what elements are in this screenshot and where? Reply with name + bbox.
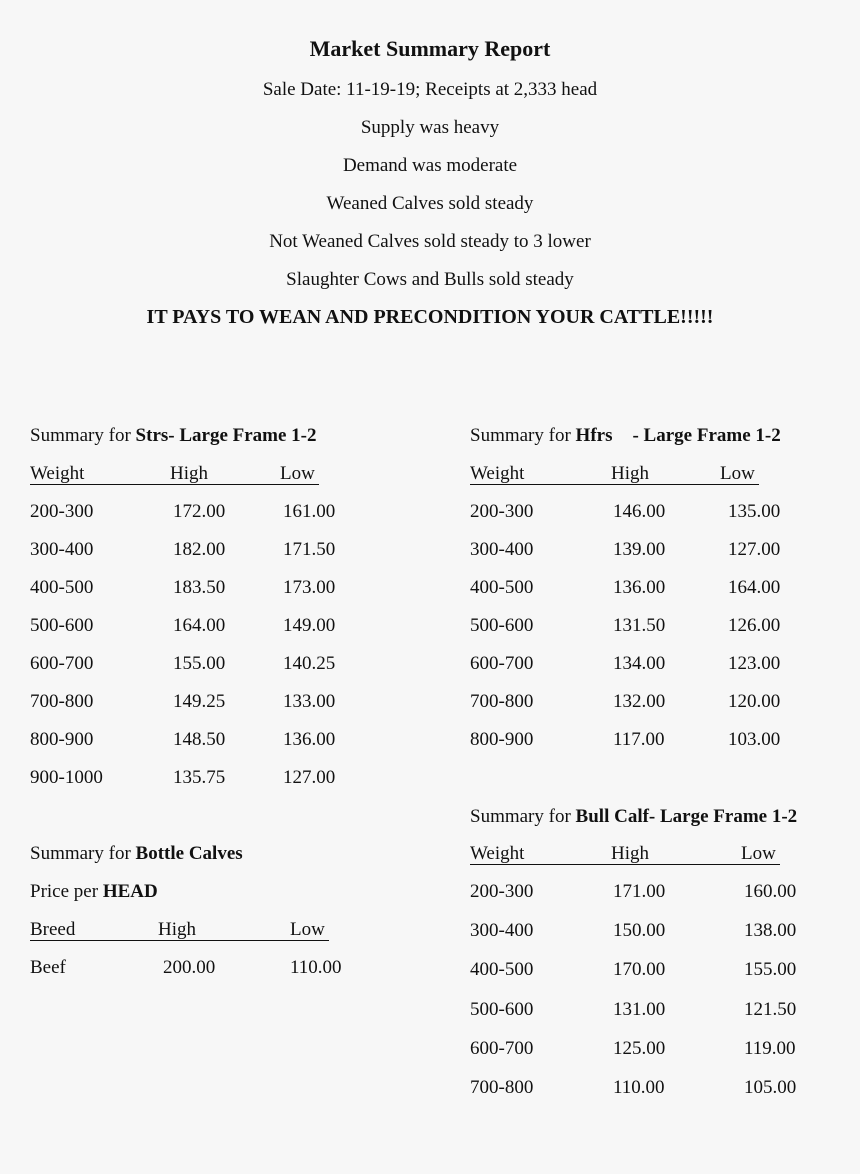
- bull-calves-row-low-cell: 138.00: [744, 920, 797, 942]
- steers-row-low-cell: 133.00: [283, 691, 336, 712]
- steers-row-high-cell: 164.00: [173, 615, 226, 636]
- heifers-row-low-cell: 127.00: [728, 539, 781, 560]
- bottle-calves-class-name: Bottle Calves: [135, 843, 243, 864]
- heifers-row-weight-cell: 800-900: [470, 729, 534, 750]
- steers-row-weight-cell: 400-500: [30, 577, 94, 598]
- price-prefix: Price per: [30, 881, 103, 902]
- headline: IT PAYS TO WEAN AND PRECONDITION YOUR CATTLE!!!!!: [146, 306, 714, 328]
- steers-row-high-cell: 182.00: [173, 539, 226, 560]
- summary-prefix: Summary for: [30, 425, 136, 446]
- bottle-calves-header-low: Low: [290, 919, 325, 940]
- bull-calves-row-high-cell: 110.00: [613, 1077, 665, 1098]
- steers-row-low-cell: 149.00: [283, 615, 336, 636]
- report-title: Market Summary Report: [309, 36, 551, 61]
- heifers-row-low-cell: 164.00: [728, 577, 781, 598]
- heifers-row-low-cell: 123.00: [728, 653, 781, 674]
- steers-row-low-cell: 161.00: [283, 501, 336, 522]
- steers-row-weight-cell: 900-1000: [30, 767, 103, 788]
- sale-date-line: Sale Date: 11-19-19; Receipts at 2,333 head: [262, 79, 598, 100]
- bull-calves-row-low-cell: 119.00: [744, 1037, 796, 1059]
- steers-row-high-cell: 148.50: [173, 729, 226, 750]
- bull-calves-row-weight-cell: 600-700: [470, 1037, 534, 1059]
- heifers-row-low-cell: 135.00: [728, 501, 781, 522]
- heifers-row-weight-cell: 600-700: [470, 653, 534, 674]
- steers-row-weight-cell: 500-600: [30, 615, 94, 636]
- bull-calves-row-weight-cell: 400-500: [470, 959, 534, 981]
- bull-calves-row-low-cell: 160.00: [744, 881, 797, 902]
- weaned-line: Weaned Calves sold steady: [326, 193, 534, 214]
- heifers-header-high: High: [611, 463, 649, 484]
- heifers-row-low-cell: 103.00: [728, 729, 781, 750]
- bull-calves-row-low-cell: 155.00: [744, 959, 797, 981]
- bull-calves-section-title: [470, 805, 797, 829]
- bottle-calves-row-high-cell: 200.00: [163, 957, 216, 978]
- bull-calves-header-weight: Weight: [470, 843, 525, 864]
- steers-row-low-cell: 140.25: [283, 653, 336, 674]
- heifers-row-low-cell: 126.00: [728, 615, 781, 636]
- steers-row-weight-cell: 300-400: [30, 539, 94, 560]
- bull-calves-row-low-cell: 121.50: [744, 998, 797, 1020]
- heifers-row-low-cell: 120.00: [728, 691, 781, 712]
- bottle-calves-header-breed: Breed: [30, 919, 76, 940]
- bull-calves-row-high-cell: 125.00: [613, 1037, 666, 1059]
- bottle-calves-row-weight-cell: Beef: [30, 957, 66, 978]
- price-per-line: [30, 880, 158, 904]
- bull-calves-row-weight-cell: 300-400: [470, 920, 534, 942]
- heifers-class-name: Hfrs: [575, 425, 613, 446]
- heifers-row-high-cell: 117.00: [613, 729, 665, 750]
- bull-calves-row-weight-cell: 200-300: [470, 881, 534, 902]
- steers-header-low: Low: [280, 463, 315, 484]
- heifers-row-weight-cell: 300-400: [470, 539, 534, 560]
- bull-calves-row-low-cell: 105.00: [744, 1077, 797, 1098]
- heifers-header-low: Low: [720, 463, 755, 484]
- steers-row-high-cell: 135.75: [173, 767, 226, 788]
- heifers-header-weight: Weight: [470, 463, 525, 484]
- heifers-row-high-cell: 132.00: [613, 691, 666, 712]
- heifers-row-high-cell: 139.00: [613, 539, 666, 560]
- heifers-row-weight-cell: 500-600: [470, 615, 534, 636]
- steers-row-low-cell: 171.50: [283, 539, 336, 560]
- summary-prefix: Summary for: [470, 806, 576, 827]
- supply-line: Supply was heavy: [360, 117, 500, 138]
- bull-calves-header-low: Low: [741, 843, 776, 864]
- steers-row-weight-cell: 600-700: [30, 653, 94, 674]
- heifers-class-suffix: - Large Frame 1-2: [632, 425, 781, 446]
- bottle-calves-row-low-cell: 110.00: [290, 957, 342, 978]
- slaughter-line: Slaughter Cows and Bulls sold steady: [286, 269, 574, 290]
- steers-section-title: [30, 424, 317, 448]
- summary-prefix: Summary for: [30, 843, 136, 864]
- steers-header-weight: Weight: [30, 463, 85, 484]
- heifers-row-high-cell: 134.00: [613, 653, 666, 674]
- steers-row-weight-cell: 700-800: [30, 691, 94, 712]
- bull-calves-row-high-cell: 171.00: [613, 881, 666, 902]
- heifers-row-weight-cell: 200-300: [470, 501, 534, 522]
- steers-row-high-cell: 172.00: [173, 501, 226, 522]
- steers-header-high: High: [170, 463, 208, 484]
- bull-calves-row-weight-cell: 700-800: [470, 1077, 534, 1098]
- bottle-calves-section-title: [30, 842, 243, 866]
- bull-calves-row-high-cell: 150.00: [613, 920, 666, 942]
- bull-calves-row-high-cell: 170.00: [613, 959, 666, 981]
- heifers-row-high-cell: 146.00: [613, 501, 666, 522]
- bull-calves-row-high-cell: 131.00: [613, 998, 666, 1020]
- not-weaned-line: Not Weaned Calves sold steady to 3 lower: [269, 231, 591, 252]
- summary-prefix: Summary for: [470, 425, 576, 446]
- steers-row-low-cell: 136.00: [283, 729, 336, 750]
- steers-row-low-cell: 173.00: [283, 577, 336, 598]
- steers-row-high-cell: 155.00: [173, 653, 226, 674]
- bull-calves-class-name: Bull Calf- Large Frame 1-2: [575, 806, 798, 827]
- heifers-section-title: [470, 424, 781, 448]
- steers-row-high-cell: 183.50: [173, 577, 226, 598]
- heifers-row-weight-cell: 400-500: [470, 577, 534, 598]
- bull-calves-row-weight-cell: 500-600: [470, 998, 534, 1020]
- steers-row-weight-cell: 200-300: [30, 501, 94, 522]
- steers-row-high-cell: 149.25: [173, 691, 226, 712]
- bull-calves-header-high: High: [611, 843, 649, 864]
- steers-row-low-cell: 127.00: [283, 767, 336, 788]
- price-unit: HEAD: [102, 881, 158, 902]
- heifers-row-high-cell: 136.00: [613, 577, 666, 598]
- heifers-row-high-cell: 131.50: [613, 615, 666, 636]
- bottle-calves-header-high: High: [158, 919, 196, 940]
- steers-row-weight-cell: 800-900: [30, 729, 94, 750]
- heifers-row-weight-cell: 700-800: [470, 691, 534, 712]
- demand-line: Demand was moderate: [342, 155, 518, 176]
- steers-class-name: Strs- Large Frame 1-2: [135, 425, 317, 446]
